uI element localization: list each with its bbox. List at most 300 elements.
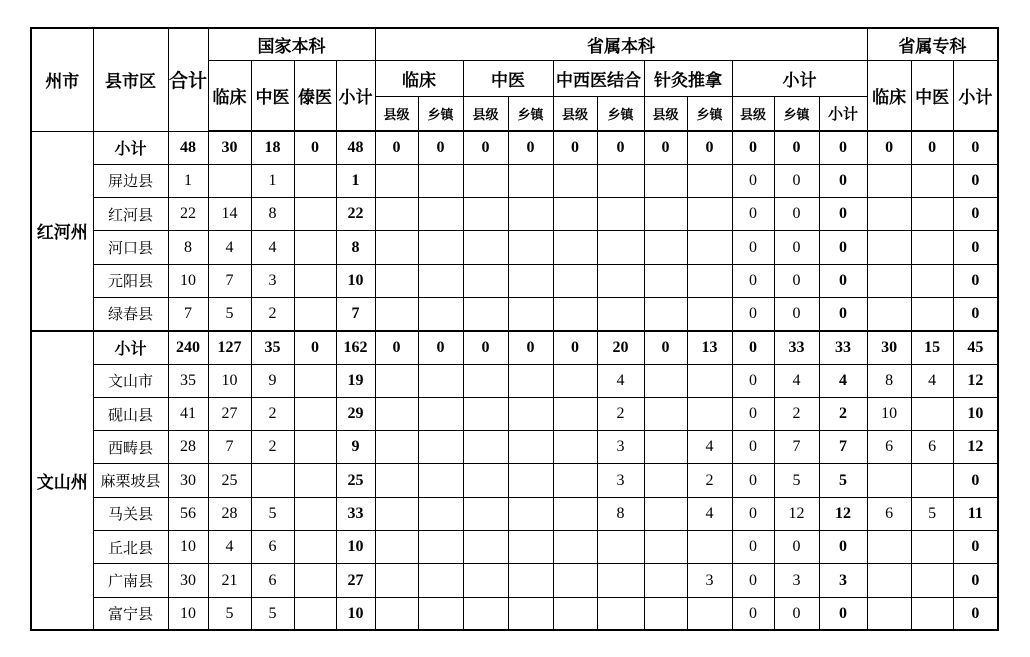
data-cell <box>687 297 732 330</box>
data-cell <box>553 531 597 564</box>
data-cell <box>644 231 687 264</box>
data-cell: 0 <box>375 331 418 364</box>
data-cell: 13 <box>687 331 732 364</box>
data-cell: 9 <box>336 431 375 464</box>
data-cell: 0 <box>732 297 774 330</box>
data-cell <box>375 397 418 430</box>
data-cell <box>553 164 597 197</box>
data-cell <box>644 497 687 530</box>
data-cell: 0 <box>508 331 553 364</box>
data-cell: 2 <box>251 431 294 464</box>
data-cell: 0 <box>819 164 867 197</box>
data-cell: 25 <box>208 464 251 497</box>
data-cell <box>294 597 336 630</box>
table-row <box>31 531 998 564</box>
data-cell <box>294 497 336 530</box>
data-cell: 8 <box>168 231 208 264</box>
data-cell <box>294 297 336 330</box>
table-row <box>31 331 998 364</box>
data-cell: 0 <box>732 564 774 597</box>
data-cell <box>375 198 418 231</box>
data-cell: 2 <box>774 397 819 430</box>
data-cell <box>687 164 732 197</box>
data-cell <box>508 497 553 530</box>
data-cell: 0 <box>463 331 508 364</box>
data-cell: 4 <box>208 231 251 264</box>
data-cell <box>867 564 911 597</box>
data-cell <box>687 597 732 630</box>
data-cell: 9 <box>251 364 294 397</box>
data-cell <box>463 364 508 397</box>
header-provincial-college: 省属专科 <box>867 28 998 60</box>
data-cell: 33 <box>774 331 819 364</box>
header-college-tcm: 中医 <box>911 60 953 131</box>
data-cell: 0 <box>418 331 463 364</box>
data-cell: 5 <box>251 597 294 630</box>
data-cell: 28 <box>208 497 251 530</box>
data-cell: 0 <box>953 198 998 231</box>
data-cell <box>463 397 508 430</box>
data-cell <box>553 297 597 330</box>
data-cell: 0 <box>732 531 774 564</box>
data-cell <box>644 597 687 630</box>
table-row <box>31 464 998 497</box>
data-cell <box>867 597 911 630</box>
data-cell: 0 <box>774 131 819 164</box>
data-cell: 22 <box>168 198 208 231</box>
data-cell <box>463 564 508 597</box>
data-cell: 0 <box>732 597 774 630</box>
subtotal-row-label: 小计 <box>93 131 168 164</box>
data-cell <box>294 198 336 231</box>
data-cell <box>597 297 644 330</box>
header-clinical-township: 乡镇 <box>418 96 463 131</box>
data-cell: 4 <box>774 364 819 397</box>
data-cell <box>418 198 463 231</box>
data-cell: 14 <box>208 198 251 231</box>
data-cell <box>867 264 911 297</box>
data-cell: 0 <box>553 331 597 364</box>
data-cell <box>553 397 597 430</box>
data-cell <box>463 198 508 231</box>
data-cell: 1 <box>251 164 294 197</box>
data-cell: 3 <box>774 564 819 597</box>
data-cell <box>375 231 418 264</box>
data-cell <box>294 364 336 397</box>
data-cell: 8 <box>597 497 644 530</box>
data-cell <box>867 531 911 564</box>
data-cell: 3 <box>597 464 644 497</box>
data-cell <box>294 264 336 297</box>
data-cell: 0 <box>508 131 553 164</box>
table-row <box>31 597 998 630</box>
data-cell: 8 <box>336 231 375 264</box>
data-cell <box>294 397 336 430</box>
data-cell <box>644 264 687 297</box>
data-cell <box>375 164 418 197</box>
data-cell: 30 <box>208 131 251 164</box>
data-cell: 35 <box>251 331 294 364</box>
data-cell <box>375 531 418 564</box>
data-cell: 5 <box>911 497 953 530</box>
county-name: 广南县 <box>93 564 168 597</box>
header-prefecture: 州市 <box>31 28 93 131</box>
data-cell: 10 <box>953 397 998 430</box>
data-cell: 0 <box>644 331 687 364</box>
data-cell: 30 <box>168 464 208 497</box>
header-integrative-county-level: 县级 <box>553 96 597 131</box>
data-cell <box>644 164 687 197</box>
data-cell: 0 <box>732 198 774 231</box>
data-cell: 5 <box>251 497 294 530</box>
data-cell <box>644 531 687 564</box>
data-cell <box>911 531 953 564</box>
data-cell: 0 <box>687 131 732 164</box>
data-cell: 0 <box>953 131 998 164</box>
data-cell <box>251 464 294 497</box>
data-cell <box>911 297 953 330</box>
header-national-dai-medicine: 傣医 <box>294 60 336 131</box>
data-cell: 30 <box>168 564 208 597</box>
data-cell <box>208 164 251 197</box>
data-cell <box>911 397 953 430</box>
prefecture-name: 文山州 <box>31 331 93 631</box>
data-cell: 2 <box>819 397 867 430</box>
data-cell: 27 <box>208 397 251 430</box>
data-cell <box>463 497 508 530</box>
data-cell <box>553 497 597 530</box>
table-row <box>31 497 998 530</box>
data-cell <box>418 531 463 564</box>
data-cell: 1 <box>336 164 375 197</box>
data-cell: 0 <box>375 131 418 164</box>
header-national-clinical: 临床 <box>208 60 251 131</box>
data-cell: 12 <box>953 431 998 464</box>
data-cell <box>294 531 336 564</box>
county-name: 马关县 <box>93 497 168 530</box>
prefecture-name: 红河州 <box>31 131 93 331</box>
data-cell <box>553 198 597 231</box>
data-cell: 27 <box>336 564 375 597</box>
data-cell <box>911 164 953 197</box>
data-cell: 0 <box>819 531 867 564</box>
data-cell <box>644 564 687 597</box>
data-cell <box>644 431 687 464</box>
county-name: 河口县 <box>93 231 168 264</box>
data-cell <box>375 364 418 397</box>
data-cell: 7 <box>168 297 208 330</box>
header-provincial-clinical: 临床 <box>375 60 463 96</box>
data-cell: 4 <box>687 431 732 464</box>
data-cell <box>418 597 463 630</box>
data-cell <box>597 231 644 264</box>
data-cell <box>418 464 463 497</box>
table-row <box>31 131 998 164</box>
data-cell: 10 <box>336 264 375 297</box>
data-cell <box>418 431 463 464</box>
county-name: 麻栗坡县 <box>93 464 168 497</box>
data-cell: 0 <box>867 131 911 164</box>
data-cell: 5 <box>819 464 867 497</box>
data-cell <box>463 531 508 564</box>
data-cell <box>375 564 418 597</box>
data-cell <box>644 464 687 497</box>
data-cell: 0 <box>644 131 687 164</box>
data-cell: 12 <box>953 364 998 397</box>
header-provincial-tcm: 中医 <box>463 60 553 96</box>
data-cell: 7 <box>819 431 867 464</box>
data-cell: 10 <box>168 597 208 630</box>
data-cell: 0 <box>774 597 819 630</box>
data-cell <box>867 164 911 197</box>
header-clinical-county-level: 县级 <box>375 96 418 131</box>
data-cell: 0 <box>553 131 597 164</box>
data-cell <box>375 431 418 464</box>
data-cell <box>418 364 463 397</box>
data-cell <box>294 231 336 264</box>
data-cell: 0 <box>953 531 998 564</box>
county-name: 屏边县 <box>93 164 168 197</box>
data-cell: 20 <box>597 331 644 364</box>
data-cell: 0 <box>819 198 867 231</box>
data-cell: 8 <box>867 364 911 397</box>
data-cell <box>597 264 644 297</box>
data-cell <box>687 397 732 430</box>
data-cell: 3 <box>819 564 867 597</box>
data-cell: 0 <box>819 264 867 297</box>
data-cell <box>553 231 597 264</box>
data-cell <box>597 564 644 597</box>
data-cell: 8 <box>251 198 294 231</box>
data-cell <box>687 231 732 264</box>
data-cell <box>294 431 336 464</box>
table-row <box>31 431 998 464</box>
data-cell <box>375 464 418 497</box>
data-cell <box>463 164 508 197</box>
data-cell: 127 <box>208 331 251 364</box>
data-cell <box>508 564 553 597</box>
data-cell: 0 <box>953 464 998 497</box>
data-cell <box>867 231 911 264</box>
data-cell: 0 <box>774 198 819 231</box>
data-cell: 0 <box>732 431 774 464</box>
data-cell: 0 <box>294 331 336 364</box>
header-tcm-township: 乡镇 <box>508 96 553 131</box>
data-cell: 5 <box>774 464 819 497</box>
table-row <box>31 397 998 430</box>
data-cell: 0 <box>819 131 867 164</box>
data-cell <box>508 364 553 397</box>
data-cell: 41 <box>168 397 208 430</box>
data-cell <box>375 297 418 330</box>
data-cell <box>418 231 463 264</box>
data-cell: 0 <box>732 131 774 164</box>
data-cell <box>508 397 553 430</box>
data-cell: 0 <box>732 464 774 497</box>
data-cell: 12 <box>774 497 819 530</box>
data-cell <box>553 364 597 397</box>
data-cell <box>911 231 953 264</box>
data-cell: 7 <box>336 297 375 330</box>
data-cell <box>294 164 336 197</box>
header-provincial-integrative: 中西医结合 <box>553 60 644 96</box>
data-cell <box>508 264 553 297</box>
data-cell: 5 <box>208 597 251 630</box>
data-cell: 10 <box>168 531 208 564</box>
document-page <box>30 27 999 631</box>
data-cell: 2 <box>251 397 294 430</box>
data-cell <box>911 264 953 297</box>
data-cell: 6 <box>251 531 294 564</box>
data-cell: 0 <box>953 597 998 630</box>
data-cell <box>553 564 597 597</box>
data-cell: 6 <box>867 497 911 530</box>
data-cell <box>687 264 732 297</box>
data-cell <box>508 198 553 231</box>
data-cell <box>418 164 463 197</box>
data-cell: 0 <box>953 164 998 197</box>
data-cell <box>597 164 644 197</box>
data-cell <box>644 198 687 231</box>
data-cell <box>463 264 508 297</box>
data-cell <box>463 231 508 264</box>
header-national-subtotal: 小计 <box>336 60 375 131</box>
data-cell: 0 <box>732 264 774 297</box>
header-national-tcm: 中医 <box>251 60 294 131</box>
header-college-clinical: 临床 <box>867 60 911 131</box>
data-cell: 0 <box>774 531 819 564</box>
data-cell <box>597 597 644 630</box>
data-cell: 0 <box>953 231 998 264</box>
data-cell: 0 <box>732 397 774 430</box>
header-provincial-undergrad: 省属本科 <box>375 28 867 60</box>
data-cell <box>597 531 644 564</box>
header-county: 县市区 <box>93 28 168 131</box>
data-cell: 0 <box>774 264 819 297</box>
data-cell: 240 <box>168 331 208 364</box>
data-cell: 15 <box>911 331 953 364</box>
data-cell: 162 <box>336 331 375 364</box>
data-cell: 7 <box>208 264 251 297</box>
header-subtotal-township: 乡镇 <box>774 96 819 131</box>
county-name: 砚山县 <box>93 397 168 430</box>
data-cell <box>463 464 508 497</box>
data-cell: 0 <box>819 231 867 264</box>
table-row <box>31 364 998 397</box>
data-cell <box>597 198 644 231</box>
header-college-subtotal: 小计 <box>953 60 998 131</box>
county-name: 西畴县 <box>93 431 168 464</box>
data-cell: 0 <box>732 497 774 530</box>
data-cell: 3 <box>597 431 644 464</box>
data-cell: 0 <box>732 331 774 364</box>
header-subtotal-subtotal: 小计 <box>819 96 867 131</box>
data-cell: 3 <box>251 264 294 297</box>
data-cell: 0 <box>732 164 774 197</box>
data-cell <box>553 597 597 630</box>
data-cell <box>508 231 553 264</box>
medical-education-statistics-table <box>30 27 999 631</box>
data-cell: 56 <box>168 497 208 530</box>
data-cell <box>294 464 336 497</box>
data-cell <box>375 597 418 630</box>
table-row <box>31 297 998 330</box>
county-name: 元阳县 <box>93 264 168 297</box>
table-row <box>31 564 998 597</box>
data-cell <box>508 464 553 497</box>
data-cell: 29 <box>336 397 375 430</box>
data-cell: 0 <box>732 364 774 397</box>
data-cell: 6 <box>251 564 294 597</box>
data-cell <box>867 297 911 330</box>
header-grand-total: 合计 <box>168 28 208 131</box>
data-cell: 10 <box>336 531 375 564</box>
data-cell: 21 <box>208 564 251 597</box>
data-cell: 0 <box>774 297 819 330</box>
data-cell: 10 <box>208 364 251 397</box>
data-cell <box>418 397 463 430</box>
data-cell: 22 <box>336 198 375 231</box>
data-cell <box>508 297 553 330</box>
data-cell: 0 <box>953 297 998 330</box>
data-cell: 11 <box>953 497 998 530</box>
data-cell <box>375 497 418 530</box>
header-subtotal-county-level: 县级 <box>732 96 774 131</box>
data-cell <box>418 564 463 597</box>
county-name: 绿春县 <box>93 297 168 330</box>
county-name: 富宁县 <box>93 597 168 630</box>
data-cell <box>911 564 953 597</box>
county-name: 红河县 <box>93 198 168 231</box>
data-cell: 2 <box>251 297 294 330</box>
data-cell: 2 <box>687 464 732 497</box>
header-acupuncture-county-level: 县级 <box>644 96 687 131</box>
data-cell: 4 <box>819 364 867 397</box>
county-name: 丘北县 <box>93 531 168 564</box>
data-cell: 18 <box>251 131 294 164</box>
table-row <box>31 264 998 297</box>
header-tcm-county-level: 县级 <box>463 96 508 131</box>
data-cell <box>911 198 953 231</box>
data-cell: 48 <box>336 131 375 164</box>
data-cell: 25 <box>336 464 375 497</box>
data-cell: 5 <box>208 297 251 330</box>
data-cell: 48 <box>168 131 208 164</box>
data-cell: 3 <box>687 564 732 597</box>
data-cell: 7 <box>208 431 251 464</box>
data-cell: 0 <box>597 131 644 164</box>
data-cell: 45 <box>953 331 998 364</box>
header-acupuncture-township: 乡镇 <box>687 96 732 131</box>
data-cell: 0 <box>418 131 463 164</box>
data-cell: 4 <box>251 231 294 264</box>
header-integrative-township: 乡镇 <box>597 96 644 131</box>
data-cell: 4 <box>208 531 251 564</box>
data-cell: 6 <box>911 431 953 464</box>
header-national-undergrad: 国家本科 <box>208 28 375 60</box>
data-cell <box>463 431 508 464</box>
data-cell: 19 <box>336 364 375 397</box>
data-cell: 1 <box>168 164 208 197</box>
data-cell <box>911 597 953 630</box>
header-provincial-subtotal: 小计 <box>732 60 867 96</box>
data-cell <box>508 597 553 630</box>
data-cell: 33 <box>819 331 867 364</box>
data-cell <box>508 431 553 464</box>
data-cell: 33 <box>336 497 375 530</box>
subtotal-row-label: 小计 <box>93 331 168 364</box>
data-cell <box>687 364 732 397</box>
